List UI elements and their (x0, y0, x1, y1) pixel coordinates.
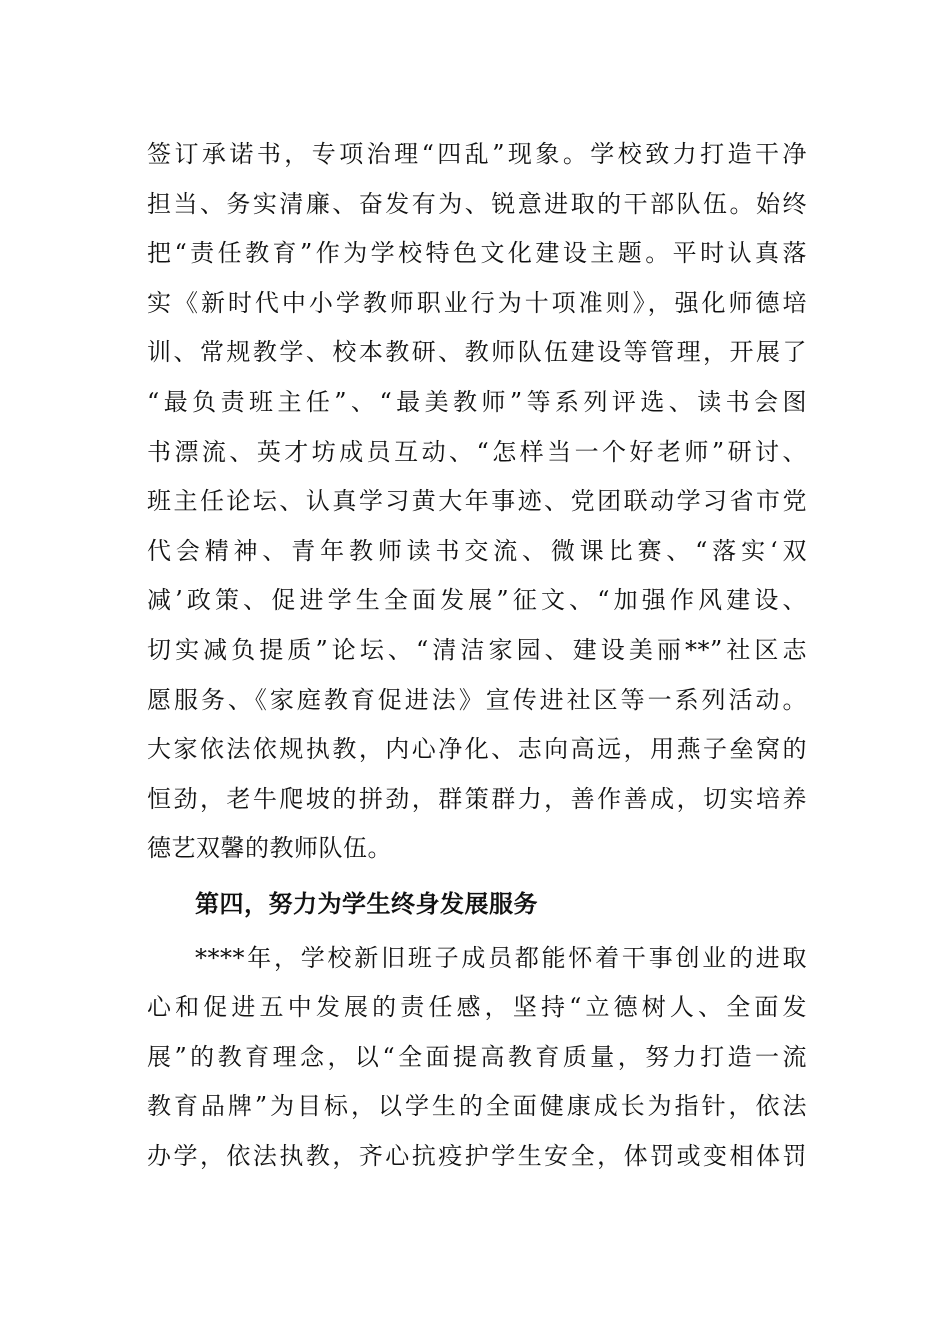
text-line: 把“责任教育”作为学校特色文化建设主题。平时认真落 (147, 239, 807, 268)
text-line: 代会精神、青年教师读书交流、微课比赛、“落实‘双 (147, 536, 807, 565)
document-body (147, 130, 807, 1181)
text-line: “最负责班主任”、“最美教师”等系列评选、读书会图 (147, 387, 807, 416)
text-line: 担当、务实清廉、奋发有为、锐意进取的干部队伍。始终 (147, 189, 807, 218)
text-line: ****年，学校新旧班子成员都能怀着干事创业的进取 (195, 943, 807, 972)
text-line: 签订承诺书，专项治理“四乱”现象。学校致力打造干净 (147, 140, 807, 168)
section-heading: 第四，努力为学生终身发展服务 (195, 889, 538, 918)
text-line: 教育品牌”为目标，以学生的全面健康成长为指针，依法 (147, 1092, 807, 1121)
text-line: 减’政策、促进学生全面发展”征文、“加强作风建设、 (147, 586, 807, 615)
text-line: 大家依法依规执教，内心净化、志向高远，用燕子垒窝的 (147, 735, 807, 764)
text-line: 德艺双馨的教师队伍。 (147, 834, 392, 863)
text-line: 实《新时代中小学教师职业行为十项准则》，强化师德培 (147, 288, 807, 317)
text-line: 训、常规教学、校本教研、教师队伍建设等管理，开展了 (147, 338, 807, 367)
text-line: 心和促进五中发展的责任感，坚持“立德树人、全面发 (147, 993, 807, 1022)
text-line: 展”的教育理念，以“全面提高教育质量，努力打造一流 (147, 1042, 807, 1071)
text-line: 书漂流、英才坊成员互动、“怎样当一个好老师”研讨、 (147, 437, 807, 466)
text-line: 愿服务、《家庭教育促进法》宣传进社区等一系列活动。 (147, 685, 807, 714)
text-line: 办学，依法执教，齐心抗疫护学生安全，体罚或变相体罚 (147, 1141, 807, 1170)
text-line: 切实减负提质”论坛、“清洁家园、建设美丽**”社区志 (147, 635, 807, 664)
text-line: 恒劲，老牛爬坡的拼劲，群策群力，善作善成，切实培养 (147, 784, 807, 813)
text-line: 班主任论坛、认真学习黄大年事迹、党团联动学习省市党 (147, 487, 807, 516)
